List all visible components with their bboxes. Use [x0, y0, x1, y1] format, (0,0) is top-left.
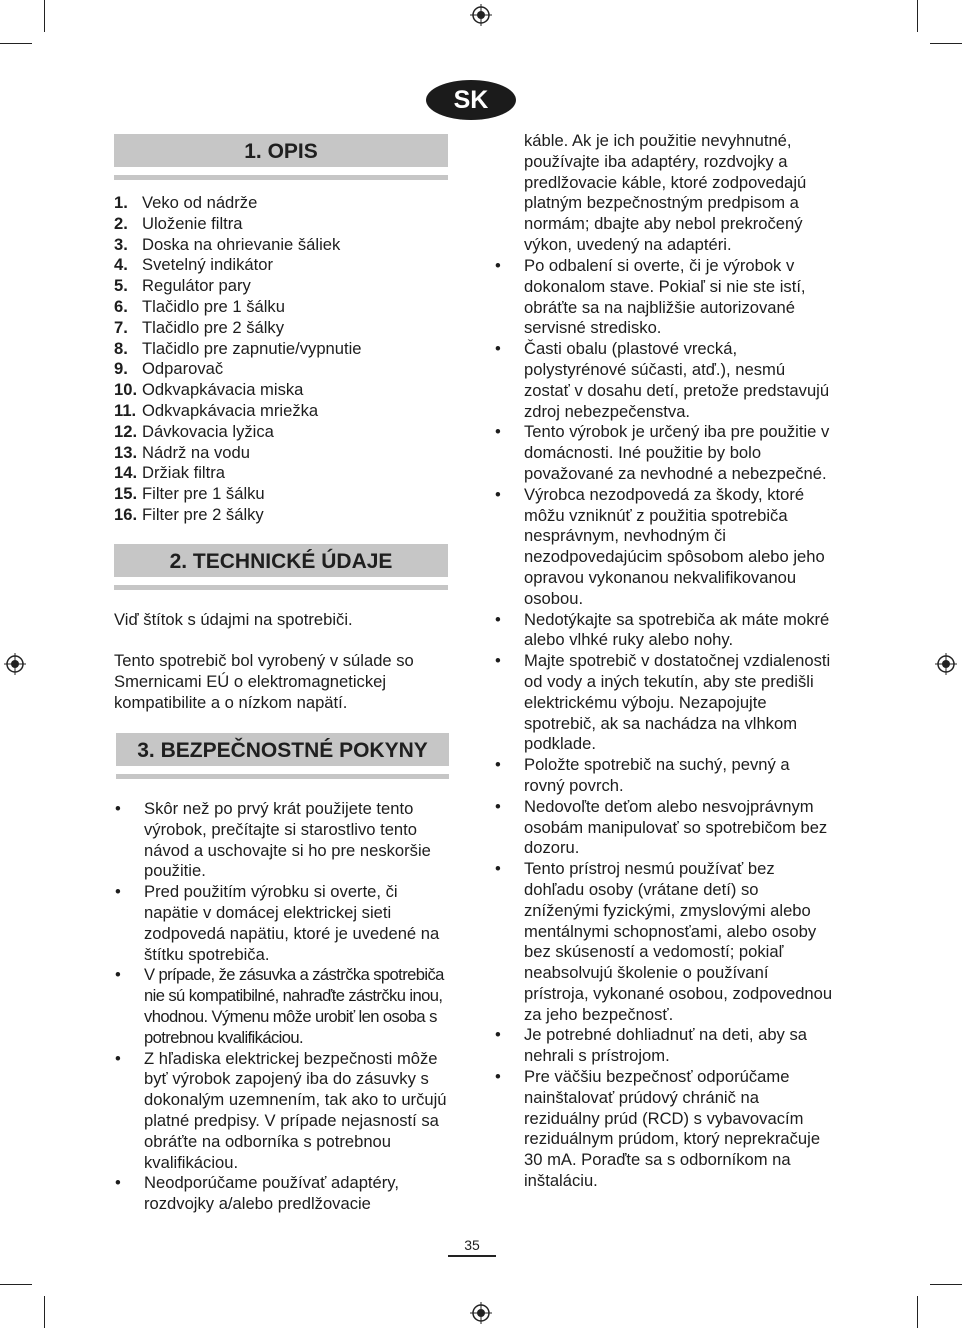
registration-mark-icon: [935, 653, 957, 675]
list-item: • Skôr než po prvý krát použijete tento výrobok, prečítajte si starostlivo tento návod a uschovajte si ho pre neskoršie použitie.: [115, 799, 431, 881]
list-item: 4. Svetelný indikátor: [114, 255, 273, 275]
list-item: 1. Veko od nádrže: [114, 193, 258, 212]
section-rule: [116, 774, 449, 779]
list-item: • Majte spotrebič v dostatočnej vzdialenosti od vody a iných tekutín, aby ste predišli elektrickému výboju. Nezapojujte spotrebič, ak sa nachádza na vlhkom podklade.: [495, 651, 831, 754]
parts-list: [114, 193, 362, 526]
list-item: • Pre väčšiu bezpečnosť odporúčame nainštalovať prúdový chránič na reziduálny prúd (RCD) s vybavovacím reziduálnym prúdom, ktorý neprekračuje 30 mA. Poraďte sa s odborníkom na inštaláciu.: [495, 1067, 821, 1191]
crop-mark: [917, 0, 918, 32]
list-item: • Nedotýkajte sa spotrebiča ak máte mokré alebo vlhké ruky alebo nohy.: [495, 609, 830, 650]
list-item: • Pred použitím výrobku si overte, či napätie v domácej elektrickej sieti zodpovedá napätiu, ktoré je uvedené na štítku spotrebiča.: [115, 882, 440, 964]
crop-mark: [917, 1296, 918, 1328]
section-heading-safety: [116, 733, 449, 779]
list-item: 14. Držiak filtra: [114, 463, 225, 483]
registration-mark-icon: [470, 1302, 492, 1324]
section-rule: [114, 585, 448, 590]
list-item: 7. Tlačidlo pre 2 šálky: [114, 317, 285, 337]
list-item: 8. Tlačidlo pre zapnutie/vypnutie: [114, 338, 362, 358]
page-number: 35: [448, 1236, 496, 1257]
list-item: 16. Filter pre 2 šálky: [114, 504, 264, 524]
section-title: 2. TECHNICKÉ ÚDAJE: [114, 544, 448, 577]
list-item: • Výrobca nezodpovedá za škody, ktoré môžu vzniknúť z použitia spotrebiča nesprávnym, nevhodným či nezodpovedajúcim spôsobom alebo jeho opravou vykonanou nekvalifikovanou osobou.: [495, 484, 825, 608]
crop-mark: [44, 1296, 45, 1328]
section-title: 1. OPIS: [114, 134, 448, 167]
language-badge: SK: [426, 80, 516, 120]
list-item: • Nedovoľte deťom alebo nesvojprávnym osobám manipulovať so spotrebičom bez dozoru.: [495, 796, 828, 858]
technical-para-1: Viď štítok s údajmi na spotrebiči.: [114, 610, 353, 629]
section-heading-description: [114, 134, 448, 180]
list-item: 9. Odparovač: [114, 359, 224, 379]
list-item: 11. Odkvapkávacia mriežka: [114, 400, 319, 420]
list-item: 15. Filter pre 1 šálku: [114, 484, 265, 504]
list-item: 2. Uloženie filtra: [114, 213, 243, 233]
crop-mark: [930, 43, 962, 44]
technical-para-2: Tento spotrebič bol vyrobený v súlade so Smernicami EÚ o elektromagnetickej kompatibilite a o nízkom napätí.: [114, 651, 414, 712]
safety-list-left: [115, 799, 449, 1215]
list-item: • V prípade, že zásuvka a zástrčka spotrebiča nie sú kompatibilné, nahraďte zástrčku inou, vhodnou. Výmenu môže urobiť len osoba s potrebnou kvalifikáciou.: [115, 965, 444, 1047]
list-item: 6. Tlačidlo pre 1 šálku: [114, 296, 285, 316]
section-rule: [114, 175, 448, 180]
registration-mark-icon: [4, 653, 26, 675]
crop-mark: [44, 0, 45, 32]
list-item: • Tento prístroj nesmú používať bez dohľadu osoby (vrátane detí) so zníženými fyzickými, zmyslovými alebo mentálnymi schopnosťami, alebo osoby bez skúseností a vedomostí; pokiaľ neabsolvujú školenie o používaní prístroja, vykonané osobou, zodpovednou za jeho bezpečnosť.: [495, 859, 833, 1024]
list-item: 12. Dávkovacia lyžica: [114, 421, 274, 441]
list-item: 13. Nádrž na vodu: [114, 442, 250, 462]
list-item: • Je potrebné dohliadnuť na deti, aby sa nehrali s prístrojom.: [495, 1025, 807, 1066]
safety-list-right: [495, 256, 833, 1192]
list-item: • Časti obalu (plastové vrecká, polystyrénové súčasti, atď.), nesmú zostať v dosahu detí, pretože predstavujú zdroj nebezpečenstva.: [495, 339, 830, 421]
safety-continuation: káble. Ak je ich použitie nevyhnutné, používajte iba adaptéry, rozdvojky a predlžovacie káble, ktoré zodpovedajú platným bezpečnostným predpisom a normám; dbajte aby nebol prekročený výkon, uvedený na adaptéri.: [524, 131, 807, 254]
list-item: • Položte spotrebič na suchý, pevný a rovný povrch.: [495, 755, 790, 795]
list-item: 5. Regulátor pary: [114, 276, 251, 296]
crop-mark: [0, 1284, 32, 1285]
list-item: • Tento výrobok je určený iba pre použitie v domácnosti. Iné použitie by bolo považované za nevhodné a nebezpečné.: [495, 422, 830, 483]
list-item: 10. Odkvapkávacia miska: [114, 380, 304, 400]
list-item: • Neodporúčame používať adaptéry, rozdvojky a/alebo predlžovacie: [115, 1173, 399, 1214]
registration-mark-icon: [470, 4, 492, 26]
section-title: 3. BEZPEČNOSTNÉ POKYNY: [116, 733, 449, 766]
list-item: • Po odbalení si overte, či je výrobok v dokonalom stave. Pokiaľ si nie ste istí, obráťte sa na najbližšie autorizované servisné stredisko.: [495, 256, 806, 338]
section-heading-technical: [114, 544, 448, 590]
list-item: 3. Doska na ohrievanie šáliek: [114, 234, 341, 254]
list-item: • Z hľadiska elektrickej bezpečnosti môže byť výrobok zapojený iba do zásuvky s dokonalým uzemnením, tak ako to určujú platné predpisy. V prípade nejasností sa obráťte na odborníka s potrebnou kvalifikáciou.: [115, 1048, 447, 1172]
crop-mark: [0, 43, 32, 44]
crop-mark: [930, 1284, 962, 1285]
